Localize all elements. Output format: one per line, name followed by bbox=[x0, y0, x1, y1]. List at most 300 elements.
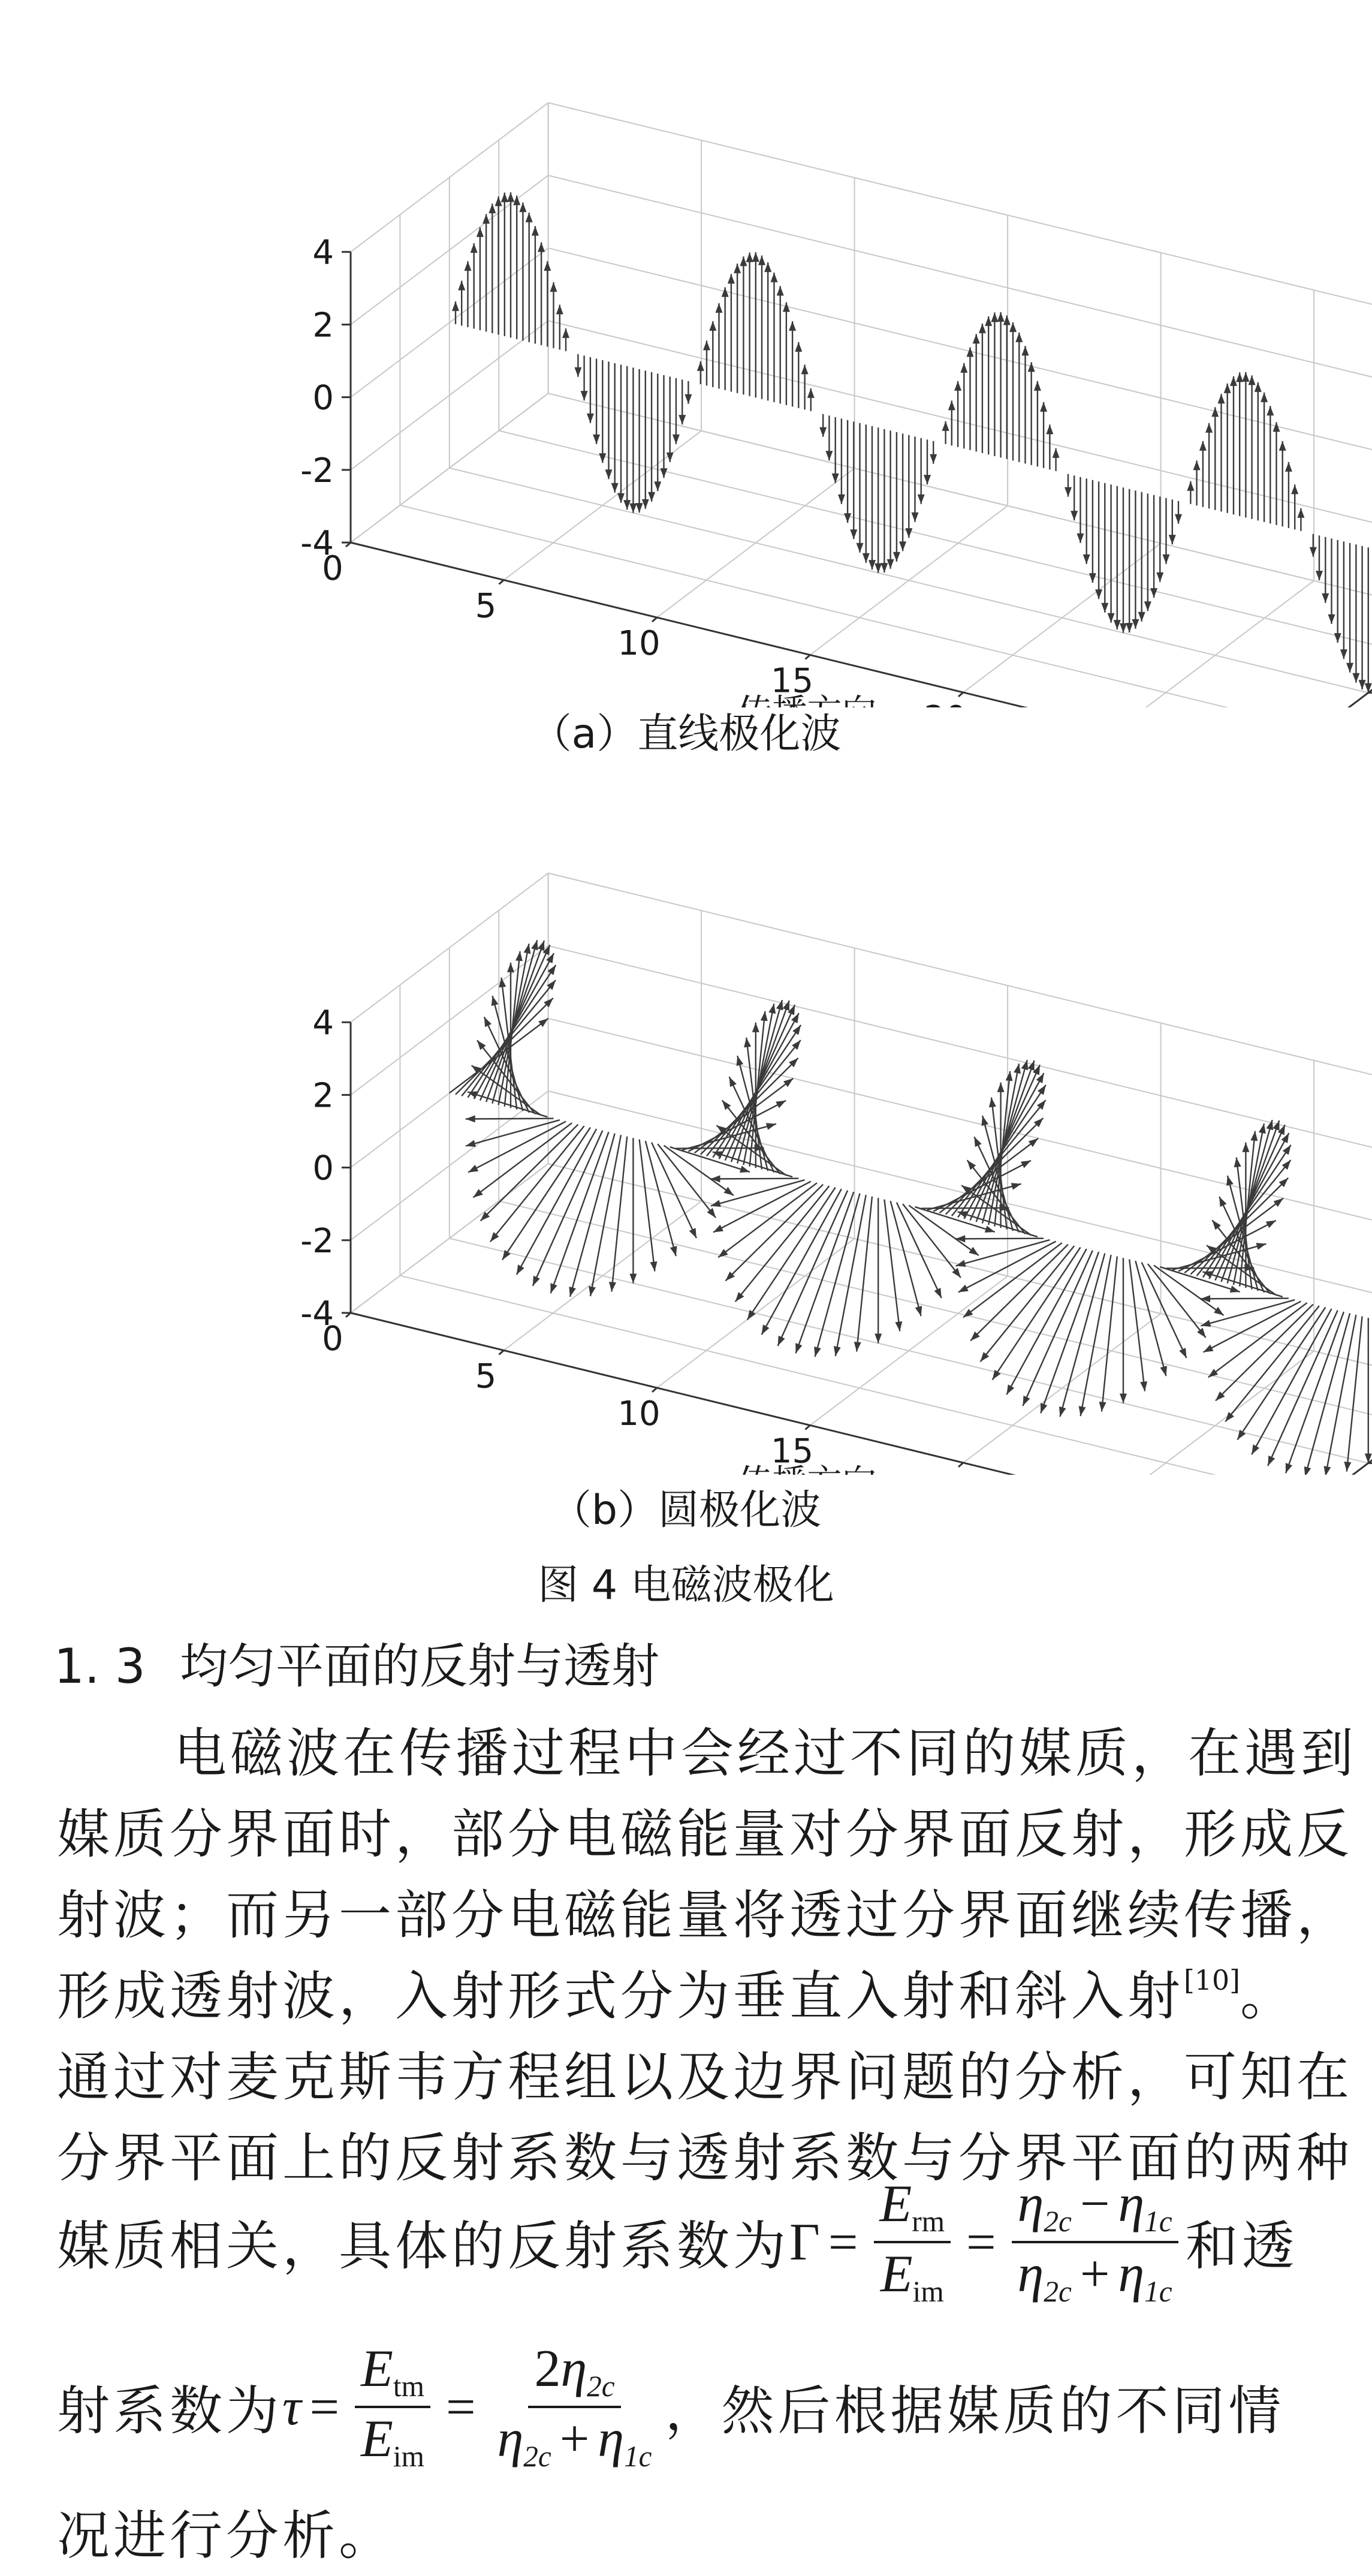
field-vector-arrowhead bbox=[783, 1078, 793, 1087]
field-vector-arrowhead bbox=[1250, 1131, 1258, 1141]
field-vector-arrowhead bbox=[1144, 601, 1151, 611]
field-vector-arrowhead bbox=[1003, 315, 1011, 325]
field-vector-arrowhead bbox=[1255, 382, 1262, 392]
field-vector-arrowhead bbox=[791, 1013, 799, 1023]
field-vector-arrowhead bbox=[465, 261, 472, 271]
transmission-coefficient-equation bbox=[282, 2342, 665, 2472]
field-vector-arrowhead bbox=[515, 951, 523, 962]
field-vector-arrowhead bbox=[519, 203, 526, 212]
field-vector-arrowhead bbox=[734, 264, 741, 273]
field-vector-shaft bbox=[778, 1191, 848, 1346]
tau-fraction-2 bbox=[491, 2342, 658, 2472]
field-vector-shaft bbox=[646, 1141, 676, 1256]
field-vector-arrowhead bbox=[850, 529, 857, 539]
field-vector-arrowhead bbox=[648, 492, 655, 502]
field-vector-arrowhead bbox=[489, 204, 496, 213]
field-vector-arrowhead bbox=[1156, 573, 1163, 582]
field-vector-shaft bbox=[1216, 1304, 1313, 1401]
gamma-fraction-1 bbox=[874, 2177, 951, 2307]
field-vector-arrowhead bbox=[495, 197, 502, 206]
field-vector-arrowhead bbox=[795, 342, 802, 352]
field-vector-arrowhead bbox=[1214, 1307, 1224, 1315]
field-vector-arrowhead bbox=[807, 388, 815, 398]
field-vector-arrowhead bbox=[587, 414, 594, 423]
x-tick-label: 0 bbox=[322, 1319, 343, 1358]
field-vector-arrowhead bbox=[581, 391, 588, 400]
field-vector-arrowhead bbox=[532, 226, 539, 236]
field-vector-arrowhead bbox=[629, 1274, 637, 1284]
field-vector-arrowhead bbox=[764, 263, 771, 272]
field-vector-arrowhead bbox=[778, 1336, 785, 1346]
field-vector-arrowhead bbox=[1285, 462, 1292, 472]
gamma-equals-2: = bbox=[966, 2213, 996, 2271]
field-vector-arrowhead bbox=[697, 361, 704, 371]
field-vector-arrowhead bbox=[795, 1343, 802, 1353]
field-vector-shaft bbox=[468, 1092, 547, 1117]
field-vector-arrowhead bbox=[569, 1287, 576, 1297]
z-tick-label: 0 bbox=[312, 1149, 334, 1188]
field-vector-arrowhead bbox=[838, 495, 845, 504]
paragraph-line-5: 通过对麦克斯韦方程组以及边界问题的分析，可知在 bbox=[57, 2046, 1353, 2108]
field-vector-arrowhead bbox=[1065, 487, 1072, 497]
plus-operator: + bbox=[1079, 2245, 1110, 2303]
gamma-frac2-denominator bbox=[1012, 2243, 1178, 2307]
field-vector-arrowhead bbox=[538, 242, 545, 252]
field-vector-arrowhead bbox=[1114, 620, 1121, 629]
field-vector-arrowhead bbox=[533, 1276, 540, 1286]
field-vector-arrowhead bbox=[716, 303, 723, 313]
sub-tm: tm bbox=[393, 2370, 424, 2403]
field-vector-arrowhead bbox=[556, 305, 563, 314]
gamma-frac2-numerator bbox=[1012, 2177, 1178, 2243]
eta-symbol: η bbox=[1017, 2175, 1044, 2234]
field-vector-arrowhead bbox=[740, 1166, 750, 1173]
field-vector-arrowhead bbox=[1252, 1444, 1259, 1454]
subfigure-a-caption: （a）直线极化波 bbox=[530, 710, 842, 758]
paragraph-line-8-pre: 射系数为 bbox=[57, 2380, 283, 2442]
field-vector-arrowhead bbox=[609, 1282, 616, 1292]
field-vector-arrowhead bbox=[546, 953, 554, 963]
paragraph-line-7 bbox=[57, 2173, 1316, 2311]
field-vector-arrowhead bbox=[1218, 394, 1225, 403]
field-vector-arrowhead bbox=[673, 435, 680, 444]
tau-symbol: τ bbox=[282, 2378, 301, 2436]
field-vector-shaft bbox=[1268, 1310, 1338, 1466]
field-vector-arrowhead bbox=[985, 1226, 995, 1233]
field-vector-arrowhead bbox=[526, 213, 533, 222]
sub-rm: rm bbox=[912, 2205, 945, 2238]
field-vector-arrowhead bbox=[1022, 346, 1029, 355]
field-vector-shaft bbox=[533, 1131, 603, 1286]
field-vector-arrowhead bbox=[468, 1165, 478, 1173]
field-vector-shaft bbox=[1023, 1251, 1093, 1406]
field-vector-arrowhead bbox=[1267, 406, 1274, 415]
field-vector-arrowhead bbox=[1224, 384, 1231, 393]
x-tick-label: 0 bbox=[322, 549, 343, 588]
field-vector-arrowhead bbox=[1204, 1345, 1214, 1352]
field-vector-arrowhead bbox=[589, 1286, 596, 1296]
field-vector-arrowhead bbox=[792, 1025, 801, 1035]
y-axis-line bbox=[1270, 1388, 1372, 1475]
field-vector-arrowhead bbox=[893, 552, 900, 562]
eta-symbol: η bbox=[1118, 2175, 1145, 2234]
field-vector-arrowhead bbox=[997, 312, 1005, 322]
field-vector-shaft bbox=[1154, 1266, 1224, 1315]
field-vector-arrowhead bbox=[973, 334, 980, 344]
field-vector-arrowhead bbox=[1236, 372, 1243, 382]
field-vector-arrowhead bbox=[1036, 1073, 1044, 1083]
eta-symbol: η bbox=[1118, 2245, 1145, 2303]
field-vector-arrowhead bbox=[989, 1098, 996, 1108]
field-vector-shaft bbox=[1325, 1315, 1356, 1475]
x-tick bbox=[806, 1426, 810, 1430]
sub-im: im bbox=[912, 2275, 944, 2309]
field-vector-arrowhead bbox=[761, 1011, 768, 1022]
field-vector-shaft bbox=[517, 1129, 596, 1275]
field-vector-shaft bbox=[1102, 1257, 1117, 1412]
field-vector-shaft bbox=[1081, 1255, 1111, 1416]
field-vector-arrowhead bbox=[623, 500, 631, 510]
section-title: 均匀平面的反射与透射 bbox=[180, 1638, 659, 1694]
back-wall-grid-line bbox=[548, 103, 1372, 327]
field-vector-arrowhead bbox=[507, 963, 514, 972]
field-vector-arrowhead bbox=[1242, 1143, 1249, 1152]
field-vector-arrowhead bbox=[1352, 673, 1359, 683]
field-vector-arrowhead bbox=[1169, 535, 1176, 544]
back-wall-grid-line bbox=[548, 248, 1372, 473]
field-vector-arrowhead bbox=[593, 435, 600, 444]
field-vector-arrowhead bbox=[1040, 402, 1047, 412]
field-vector-arrowhead bbox=[1053, 448, 1060, 458]
field-vector-arrowhead bbox=[605, 469, 613, 479]
field-vector-arrowhead bbox=[985, 317, 992, 326]
field-vector-arrowhead bbox=[1205, 423, 1213, 433]
field-vector-arrowhead bbox=[1126, 623, 1133, 632]
paragraph-line-6: 分界平面上的反射系数与透射系数与分界平面的两种 bbox=[57, 2127, 1353, 2189]
field-vector-arrowhead bbox=[758, 255, 765, 265]
field-vector-arrowhead bbox=[746, 252, 753, 262]
field-vector-shaft bbox=[1201, 1298, 1289, 1299]
field-vector-arrowhead bbox=[942, 421, 949, 431]
linear-polarization-3d-plot bbox=[0, 0, 1372, 707]
field-vector-arrowhead bbox=[1009, 323, 1017, 332]
field-vector-arrowhead bbox=[1256, 1243, 1267, 1250]
field-vector-arrowhead bbox=[801, 364, 809, 374]
field-vector-arrowhead bbox=[1234, 1158, 1241, 1168]
field-vector-arrowhead bbox=[1230, 376, 1237, 386]
figure-circular-polarization bbox=[0, 773, 1372, 1475]
field-vector-shaft bbox=[611, 1137, 627, 1292]
field-vector-arrowhead bbox=[709, 321, 716, 331]
field-vector-arrowhead bbox=[1160, 1366, 1168, 1376]
field-vector-arrowhead bbox=[1261, 393, 1268, 402]
field-vector-arrowhead bbox=[1230, 1286, 1240, 1293]
field-vector-arrowhead bbox=[783, 1001, 789, 1011]
field-vector-arrowhead bbox=[752, 1023, 759, 1032]
field-vector-arrowhead bbox=[550, 1283, 557, 1293]
e-symbol: E bbox=[361, 2410, 393, 2468]
field-vector-arrowhead bbox=[762, 1324, 770, 1334]
field-vector-arrowhead bbox=[974, 1137, 981, 1147]
field-vector-arrowhead bbox=[869, 560, 876, 570]
field-vector-arrowhead bbox=[636, 503, 643, 513]
tau-frac1-numerator bbox=[355, 2342, 430, 2408]
field-vector-arrowhead bbox=[1187, 481, 1194, 491]
gamma-fraction-2 bbox=[1012, 2177, 1178, 2307]
eta-symbol: η bbox=[598, 2410, 625, 2468]
field-vector-arrowhead bbox=[1099, 1402, 1106, 1412]
e-symbol: E bbox=[361, 2340, 393, 2399]
field-vector-arrowhead bbox=[650, 1261, 658, 1272]
z-tick-label: -2 bbox=[300, 1221, 334, 1261]
floor-grid-line bbox=[1117, 581, 1314, 707]
field-vector-arrowhead bbox=[1259, 1123, 1266, 1134]
field-vector-arrowhead bbox=[1291, 484, 1298, 494]
field-vector-shaft bbox=[961, 1185, 1032, 1235]
field-vector-arrowhead bbox=[1041, 1403, 1047, 1413]
field-vector-arrowhead bbox=[1015, 333, 1023, 342]
field-vector-arrowhead bbox=[466, 1140, 476, 1147]
field-vector-arrowhead bbox=[1328, 614, 1335, 624]
back-wall-grid-line bbox=[548, 946, 1372, 1171]
field-vector-arrowhead bbox=[1199, 441, 1207, 451]
field-vector-arrowhead bbox=[1316, 571, 1323, 580]
back-wall-grid-line bbox=[548, 176, 1372, 400]
field-vector-arrowhead bbox=[912, 513, 919, 522]
field-vector-arrowhead bbox=[599, 453, 606, 463]
field-vector-arrowhead bbox=[538, 941, 544, 951]
field-vector-arrowhead bbox=[1108, 613, 1115, 623]
field-vector-arrowhead bbox=[1046, 424, 1053, 434]
field-vector-arrowhead bbox=[857, 543, 864, 553]
sub-1c: 1c bbox=[1144, 2275, 1172, 2309]
field-vector-arrowhead bbox=[617, 493, 625, 503]
field-vector-arrowhead bbox=[1324, 1466, 1331, 1475]
field-vector-shaft bbox=[664, 1146, 734, 1195]
field-vector-arrowhead bbox=[1021, 1161, 1031, 1168]
minus-operator: − bbox=[1079, 2175, 1110, 2234]
field-vector-arrowhead bbox=[863, 553, 870, 563]
x-tick-label: 10 bbox=[617, 1394, 661, 1433]
x-tick-label: 5 bbox=[475, 1357, 497, 1396]
field-vector-arrowhead bbox=[954, 381, 961, 391]
field-vector-arrowhead bbox=[711, 1175, 720, 1182]
z-tick-label: 4 bbox=[312, 233, 334, 273]
field-vector-arrowhead bbox=[1083, 555, 1090, 564]
back-wall-grid-line bbox=[548, 321, 1372, 546]
field-vector-arrowhead bbox=[550, 282, 557, 292]
field-vector-arrowhead bbox=[1242, 372, 1249, 382]
field-vector-arrowhead bbox=[948, 400, 955, 410]
field-vector-arrowhead bbox=[1150, 588, 1157, 598]
e-symbol: E bbox=[879, 2175, 912, 2234]
field-vector-arrowhead bbox=[776, 1101, 786, 1108]
field-vector-shaft bbox=[1129, 1260, 1145, 1391]
tau-equals-2: = bbox=[445, 2378, 476, 2436]
field-vector-shaft bbox=[640, 1140, 655, 1272]
x-tick bbox=[958, 692, 963, 697]
field-vector-arrowhead bbox=[895, 1321, 902, 1331]
field-vector-arrowhead bbox=[1281, 1133, 1289, 1143]
paragraph-line-7-pre: 媒质相关，具体的反射系数为 bbox=[57, 2215, 790, 2277]
z-tick-label: -4 bbox=[300, 1294, 334, 1333]
field-vector-arrowhead bbox=[752, 252, 759, 262]
field-vector-arrowhead bbox=[685, 394, 692, 404]
field-vector-arrowhead bbox=[713, 1225, 723, 1233]
field-vector-arrowhead bbox=[1006, 1384, 1014, 1394]
field-vector-arrowhead bbox=[458, 281, 465, 290]
field-vector-arrowhead bbox=[1273, 1120, 1279, 1131]
plus-operator: + bbox=[559, 2410, 590, 2468]
field-vector-arrowhead bbox=[1226, 1176, 1234, 1186]
floor-grid-line bbox=[499, 430, 1372, 655]
z-tick-label: 0 bbox=[312, 378, 334, 418]
field-vector-arrowhead bbox=[881, 563, 888, 573]
floor-grid-line bbox=[1270, 1388, 1372, 1475]
field-vector-arrowhead bbox=[834, 1346, 841, 1356]
paragraph-line-8-post: ，然后根据媒质的不同情 bbox=[665, 2380, 1285, 2442]
field-vector-shaft bbox=[1207, 1245, 1277, 1295]
field-vector-arrowhead bbox=[1101, 603, 1108, 613]
field-vector-arrowhead bbox=[473, 1189, 483, 1197]
field-vector-arrowhead bbox=[955, 1235, 965, 1242]
field-vector-arrowhead bbox=[934, 1288, 942, 1298]
paragraph-line-3: 射波；而另一部分电磁能量将透过分界面继续传播， bbox=[57, 1884, 1353, 1946]
section-heading bbox=[54, 1628, 659, 1697]
field-vector-shaft bbox=[891, 1201, 921, 1316]
x-tick-label: 10 bbox=[617, 624, 661, 663]
field-vector-arrowhead bbox=[905, 528, 912, 538]
field-vector-arrowhead bbox=[491, 996, 499, 1006]
eta-symbol: η bbox=[497, 2410, 524, 2468]
field-vector-arrowhead bbox=[777, 286, 784, 296]
paragraph-line-4-end: 。 bbox=[1240, 1965, 1296, 2027]
field-vector-arrowhead bbox=[1201, 1295, 1210, 1302]
x-tick bbox=[652, 1388, 657, 1392]
field-vector-arrowhead bbox=[1071, 511, 1078, 520]
field-vector-arrowhead bbox=[1089, 573, 1096, 583]
field-vector-shaft bbox=[1305, 1313, 1350, 1475]
gamma-symbol: Γ bbox=[789, 2213, 820, 2271]
section-number: 1. 3 bbox=[54, 1638, 146, 1694]
field-vector-arrowhead bbox=[1029, 1138, 1038, 1147]
field-vector-shaft bbox=[762, 1189, 842, 1334]
field-vector-arrowhead bbox=[574, 367, 581, 377]
x-axis-label bbox=[737, 1462, 876, 1475]
field-vector-arrowhead bbox=[1175, 514, 1182, 524]
field-vector-shaft bbox=[1135, 1261, 1166, 1376]
field-vector-arrowhead bbox=[1006, 1071, 1013, 1081]
field-vector-arrowhead bbox=[1179, 1348, 1186, 1358]
field-vector-arrowhead bbox=[768, 1004, 776, 1014]
field-vector-arrowhead bbox=[1274, 1198, 1283, 1207]
field-vector-arrowhead bbox=[1334, 633, 1341, 643]
field-vector-arrowhead bbox=[960, 363, 967, 373]
field-vector-arrowhead bbox=[689, 1228, 696, 1238]
field-vector-arrowhead bbox=[1140, 1381, 1147, 1391]
field-vector-arrowhead bbox=[1023, 1396, 1030, 1406]
field-vector-shaft bbox=[735, 1186, 830, 1301]
field-vector-shaft bbox=[472, 1065, 542, 1115]
field-vector-arrowhead bbox=[703, 341, 710, 350]
field-vector-arrowhead bbox=[789, 321, 796, 331]
field-vector-arrowhead bbox=[991, 312, 998, 322]
gamma-frac1-numerator bbox=[874, 2177, 951, 2243]
field-vector-shaft bbox=[857, 1197, 872, 1352]
x-tick bbox=[499, 580, 504, 585]
paragraph-line-7-post: 和透 bbox=[1185, 2215, 1298, 2277]
field-vector-arrowhead bbox=[844, 513, 851, 523]
z-tick-label: 2 bbox=[312, 306, 334, 345]
field-vector-arrowhead bbox=[875, 1334, 882, 1343]
field-vector-arrowhead bbox=[1077, 534, 1084, 543]
sub-1c: 1c bbox=[1144, 2205, 1172, 2238]
sub-2c: 2c bbox=[1044, 2205, 1072, 2238]
field-vector-arrowhead bbox=[452, 302, 459, 311]
x-tick-label: 5 bbox=[475, 586, 497, 626]
field-vector-arrowhead bbox=[1249, 375, 1256, 385]
field-vector-arrowhead bbox=[1219, 1197, 1226, 1207]
field-vector-arrowhead bbox=[969, 1247, 979, 1255]
field-vector-arrowhead bbox=[1034, 381, 1041, 391]
field-vector-arrowhead bbox=[544, 261, 551, 271]
field-vector-arrowhead bbox=[629, 504, 637, 513]
field-vector-arrowhead bbox=[1120, 1394, 1127, 1403]
paragraph-line-4-text: 形成透射波，入射形式分为垂直入射和斜入射 bbox=[57, 1965, 1184, 2027]
field-vector-arrowhead bbox=[501, 192, 508, 202]
field-vector-arrowhead bbox=[875, 564, 882, 573]
gamma-equals-1: = bbox=[828, 2213, 858, 2271]
field-vector-arrowhead bbox=[915, 1306, 922, 1316]
z-tick-label: 2 bbox=[312, 1076, 334, 1116]
reflection-coefficient-equation bbox=[789, 2177, 1186, 2307]
field-vector-arrowhead bbox=[1304, 1466, 1311, 1475]
field-vector-arrowhead bbox=[924, 475, 931, 484]
back-wall-grid-line bbox=[548, 873, 1372, 1098]
field-vector-shaft bbox=[716, 1125, 786, 1175]
x-tick-label: 15 bbox=[770, 1432, 814, 1471]
figure-caption: 图 4 电磁波极化 bbox=[538, 1562, 834, 1609]
field-vector-shaft bbox=[884, 1200, 900, 1331]
circular-polarization-3d-plot bbox=[0, 773, 1372, 1475]
field-vector-arrowhead bbox=[744, 1038, 751, 1048]
field-vector-arrowhead bbox=[728, 274, 735, 284]
x-tick bbox=[806, 655, 810, 659]
field-vector-arrowhead bbox=[724, 1187, 734, 1195]
citation-10: [10] bbox=[1184, 1964, 1240, 1996]
field-vector-arrowhead bbox=[667, 453, 674, 462]
e-symbol: E bbox=[880, 2245, 913, 2303]
eta-symbol: η bbox=[1017, 2245, 1044, 2303]
field-vector-arrowhead bbox=[979, 324, 986, 333]
field-vector-arrowhead bbox=[997, 1083, 1005, 1092]
field-vector-arrowhead bbox=[1279, 441, 1286, 451]
field-vector-shaft bbox=[1347, 1316, 1362, 1472]
field-vector-shaft bbox=[981, 1246, 1075, 1361]
tau-frac2-denominator bbox=[491, 2408, 658, 2472]
sub-2c: 2c bbox=[1044, 2275, 1072, 2309]
field-vector-arrowhead bbox=[981, 1116, 988, 1126]
x-tick-label: 15 bbox=[770, 661, 814, 701]
eta-symbol: η bbox=[560, 2340, 587, 2399]
field-vector-shaft bbox=[725, 1185, 823, 1281]
field-vector-arrowhead bbox=[771, 273, 778, 282]
field-vector-arrowhead bbox=[1322, 593, 1329, 603]
field-vector-arrowhead bbox=[1310, 547, 1317, 557]
field-vector-arrowhead bbox=[1079, 1406, 1086, 1416]
field-vector-arrowhead bbox=[531, 940, 538, 950]
tau-frac1-denominator bbox=[355, 2408, 430, 2472]
